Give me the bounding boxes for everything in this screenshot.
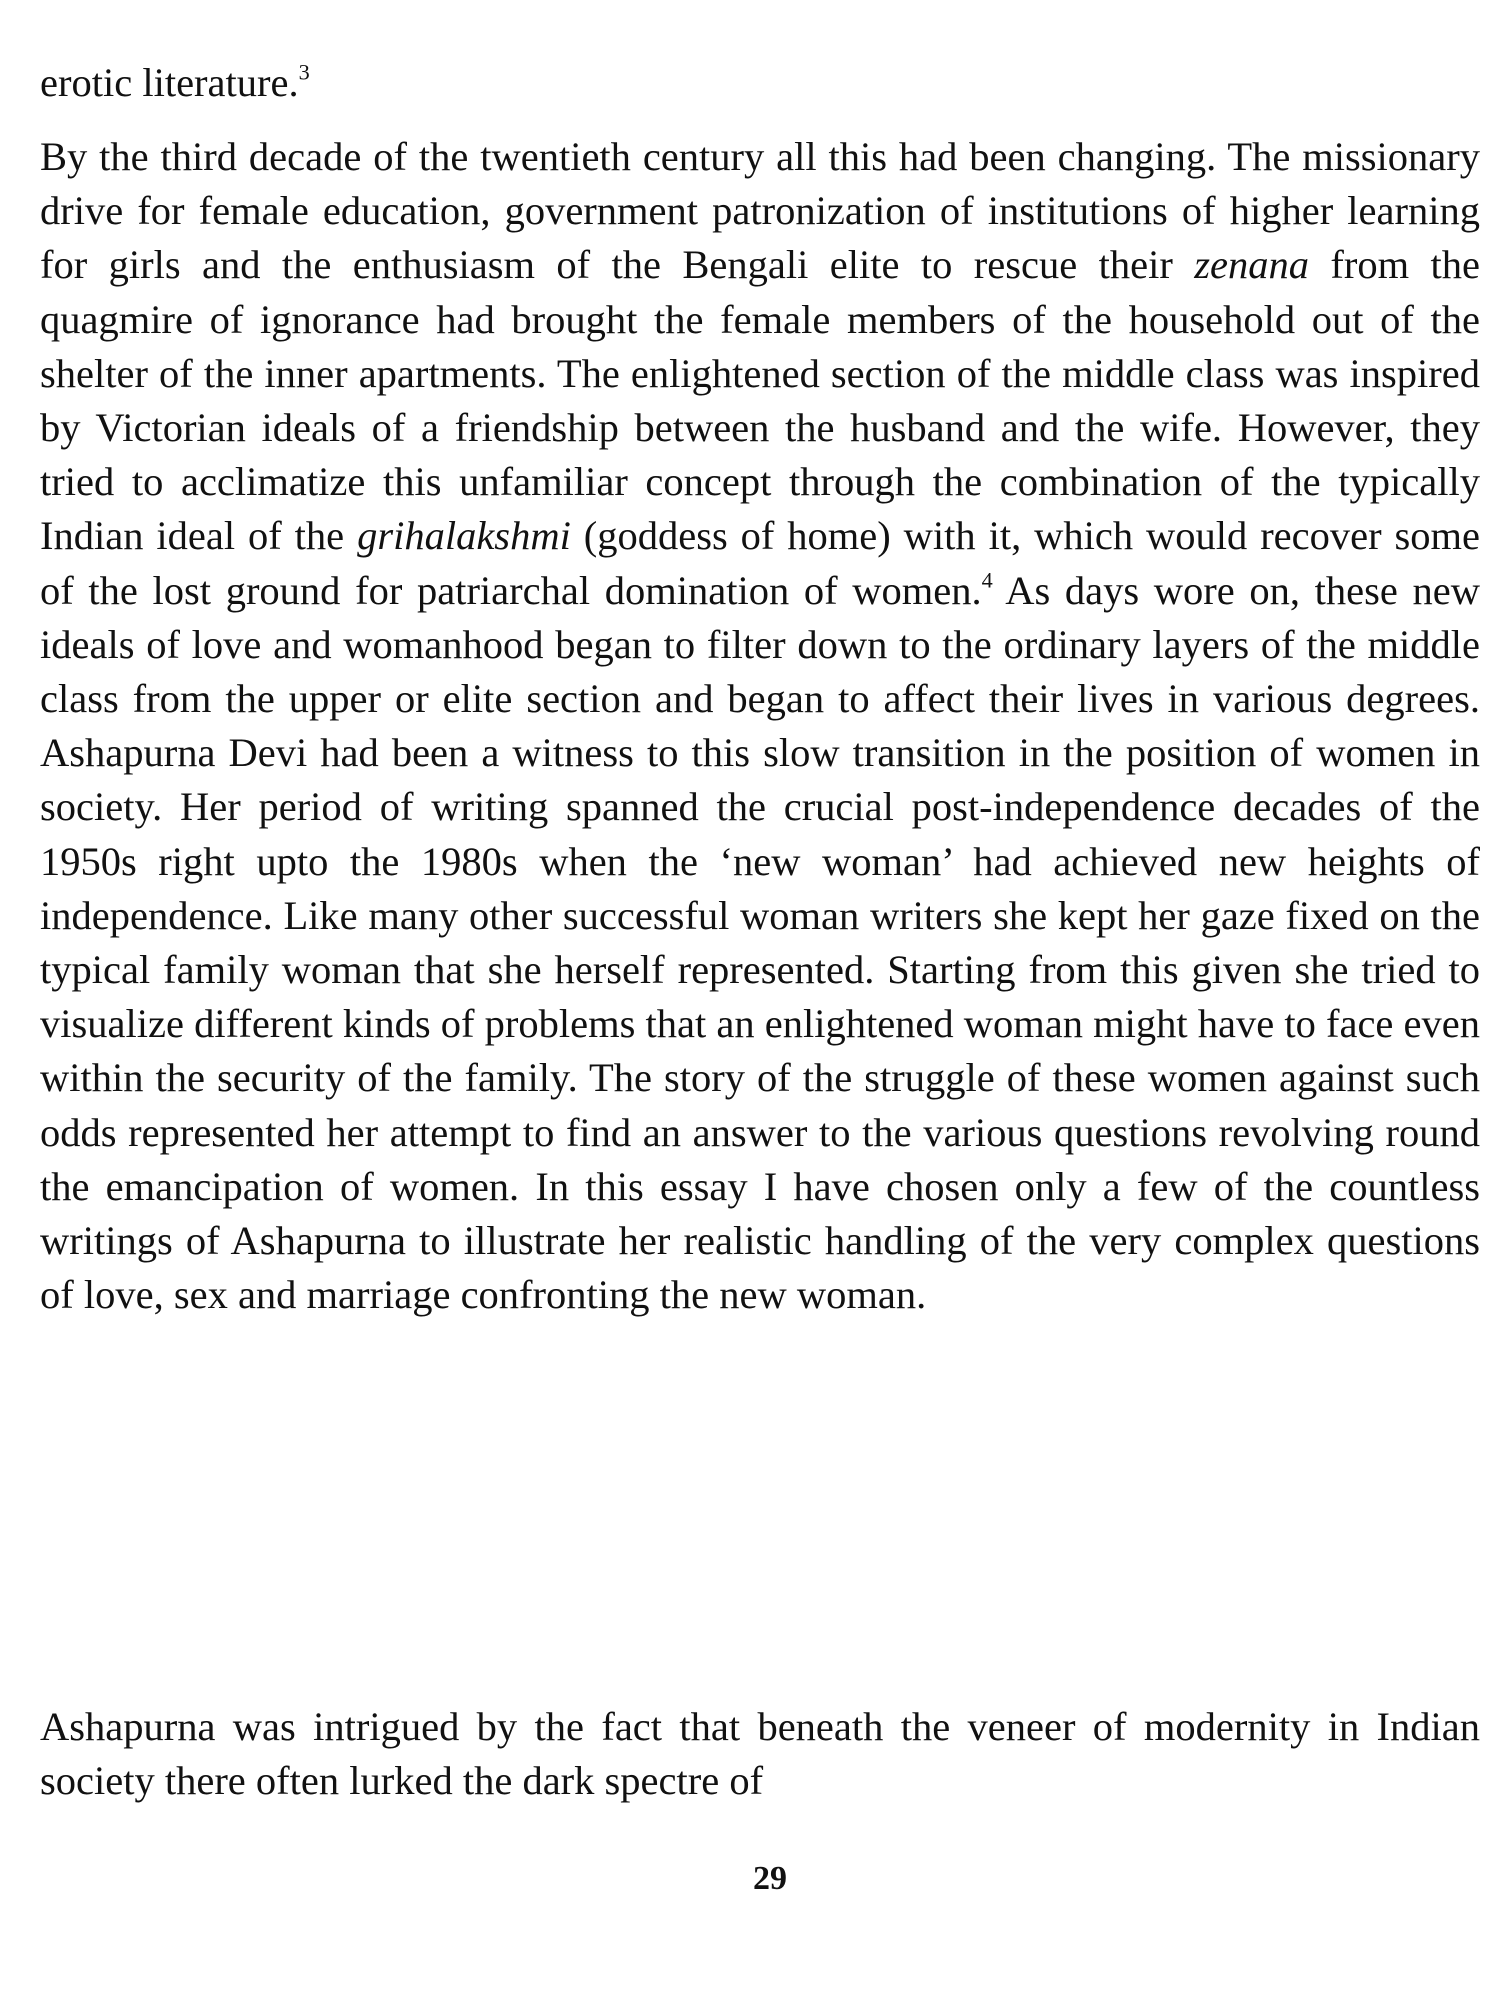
paragraph-1-segment-2: from the quagmire of ignorance had brought the female members of the household out of the shelter of the inner apartments. The enlightened section of the middle class was inspired by Victorian ideals of a friendship between the husband and the wife. However, they tried to acclimatize this unfamiliar concept through the combination of the typically Indian ideal of the (40, 242, 1480, 559)
paragraph-1-segment-1: By the third decade of the twentieth century all this had been changing. The missionary drive for female education, government patronization of institutions of higher learning for girls and the enthusiasm of the Bengali elite to rescue their (40, 134, 1480, 288)
body-paragraph-1 (40, 130, 1480, 1322)
italic-term-grihalakshmi: grihalakshmi (357, 513, 571, 559)
body-paragraph-2: Ashapurna was intrigued by the fact that beneath the veneer of modernity in Indian society there often lurked the dark spectre of (40, 1704, 1480, 1804)
page-number: 29 (753, 1860, 787, 1897)
paragraph-1-segment-3: (goddess of home) with it, which would recover some of the lost ground for patriarchal domination of women. (40, 513, 1481, 613)
italic-term-zenana: zenana (1194, 242, 1309, 288)
continued-line-text: erotic literature. (40, 60, 299, 105)
footnote-marker-3: 3 (298, 59, 310, 85)
footnote-marker-4: 4 (981, 566, 993, 592)
paragraph-1-segment-4: As days wore on, these new ideals of love and womanhood began to filter down to the ordinary layers of the middle class from the upper or elite section and began to affect their lives in various degrees. Ashapurna Devi had been a witness to this slow transition in the position of women in society. Her period of writing spanned the crucial post-independence decades of the 1950s right upto the 1980s when the ‘new woman’ had achieved new heights of independence. Like many other successful woman writers she kept her gaze fixed on the typical family woman that she herself represented. Starting from this given she tried to visualize different kinds of problems that an enlightened woman might have to face even within the security of the family. The story of the struggle of these women against such odds represented her attempt to find an answer to the various questions revolving round the emancipation of women. In this essay I have chosen only a few of the countless writings of Ashapurna to illustrate her realistic handling of the very complex questions of love, sex and marriage confronting the new woman. (40, 567, 1480, 1318)
continued-line (40, 56, 1480, 110)
